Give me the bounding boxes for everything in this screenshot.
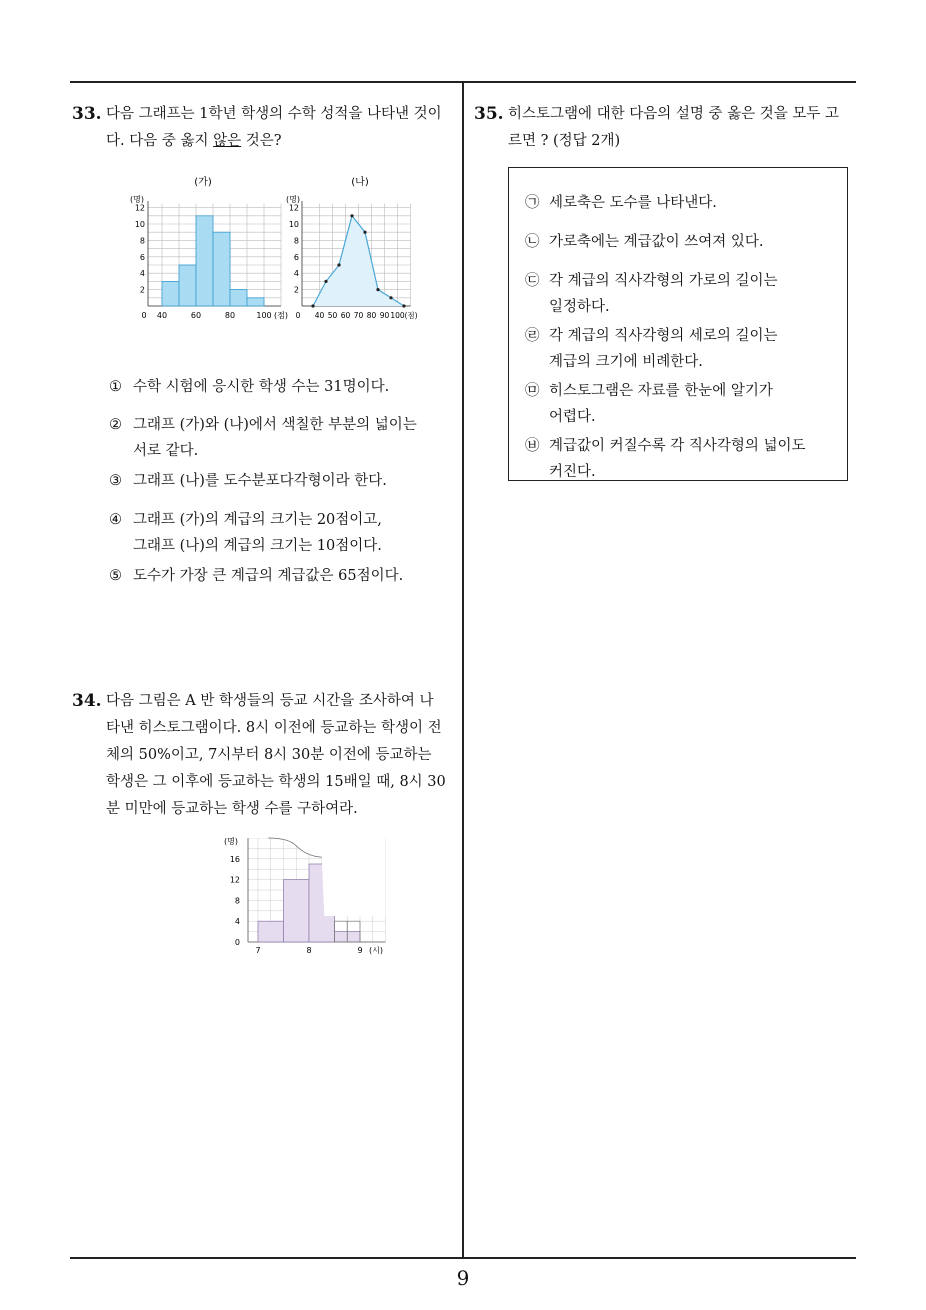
option-item <box>525 378 773 430</box>
x-tick-label: 40 <box>156 311 168 320</box>
option-text: 그래프 (가)의 계급의 크기는 20점이고, 그래프 (나)의 계급의 크기는 10점이다. <box>133 512 382 554</box>
option-text: 가로축에는 계급값이 쓰여져 있다. <box>549 234 764 250</box>
y-tick-label: 4 <box>139 269 145 279</box>
option-item <box>525 190 717 216</box>
y-tick-label: 8 <box>234 896 240 906</box>
x-axis-label: (시) <box>369 946 383 955</box>
question-33 <box>72 101 460 155</box>
y-tick-label: 4 <box>293 269 299 279</box>
option-marker: ㉣ <box>525 328 540 344</box>
y-tick-label: 12 <box>134 203 145 213</box>
option-marker: ④ <box>109 512 122 528</box>
data-point <box>363 231 366 234</box>
option-marker: ㉠ <box>525 195 540 211</box>
y-tick-label: 0 <box>234 938 240 947</box>
option-marker: ㉥ <box>525 438 540 454</box>
histogram-chart-a <box>128 170 288 330</box>
option-marker: ㉡ <box>525 234 540 250</box>
option-text: 그래프 (나)를 도수분포다각형이라 한다. <box>133 473 387 489</box>
x-tick-label: 0 <box>141 311 147 320</box>
chart-title: (가) <box>194 177 212 188</box>
option-marker: ② <box>109 417 122 433</box>
y-tick-label: 6 <box>293 252 299 262</box>
option-marker: ㉢ <box>525 273 540 289</box>
polygon-fill <box>313 216 404 306</box>
data-point <box>402 304 405 307</box>
chart-title: (나) <box>351 177 369 188</box>
option-marker: ① <box>109 379 122 395</box>
y-tick-label: 16 <box>229 854 240 864</box>
histogram-bar <box>284 880 310 942</box>
x-tick-label: 80 <box>366 311 377 320</box>
x-tick-label: 60 <box>190 311 202 320</box>
histogram-bar <box>179 265 196 306</box>
x-tick-label: 7 <box>255 946 261 955</box>
y-tick-label: 4 <box>234 917 240 927</box>
y-axis-label: (명) <box>130 195 144 204</box>
histogram-bar <box>258 921 284 942</box>
option-text: 각 계급의 직사각형의 세로의 길이는 계급의 크기에 비례한다. <box>549 328 778 370</box>
histogram-bar <box>196 216 213 306</box>
data-point <box>311 304 314 307</box>
y-tick-label: 6 <box>139 252 145 262</box>
x-axis-label: (점) <box>274 311 288 320</box>
histogram-bar <box>162 281 179 306</box>
question-number: 33. <box>72 104 102 124</box>
x-tick-label: 80 <box>224 311 236 320</box>
commute-time-histogram <box>218 830 383 955</box>
y-axis-label: (명) <box>224 837 238 846</box>
question-number: 34. <box>72 691 102 711</box>
option-item <box>525 229 764 255</box>
page-number: 9 <box>456 1266 470 1290</box>
option-item <box>109 563 403 589</box>
option-marker: ③ <box>109 473 122 489</box>
y-tick-label: 8 <box>139 236 145 246</box>
underlined-word: 않은 <box>213 133 242 149</box>
option-text: 도수가 가장 큰 계급의 계급값은 65점이다. <box>133 568 404 584</box>
option-marker: ⑤ <box>109 568 122 584</box>
y-tick-label: 10 <box>134 220 145 229</box>
question-34 <box>72 688 460 823</box>
x-tick-label: 100 <box>390 311 405 320</box>
x-tick-label: 100 <box>256 311 272 320</box>
histogram-bar <box>247 298 264 306</box>
y-tick-label: 12 <box>229 875 240 885</box>
histogram-bar <box>230 290 247 306</box>
option-item <box>109 412 417 464</box>
data-point <box>389 296 392 299</box>
histogram-bar <box>213 232 230 306</box>
option-text: 그래프 (가)와 (나)에서 색칠한 부분의 넓이는 서로 같다. <box>133 417 417 459</box>
data-point <box>376 288 379 291</box>
question-number: 35. <box>474 104 504 124</box>
x-tick-label: 70 <box>353 311 364 320</box>
option-item <box>109 374 389 400</box>
question-text: 히스토그램에 대한 다음의 설명 중 옳은 것을 모두 고 르면 ? (정답 2개) <box>508 106 840 149</box>
y-tick-label: 10 <box>288 220 299 229</box>
x-tick-label: 0 <box>295 311 301 320</box>
option-text: 히스토그램은 자료를 한눈에 알기가 어렵다. <box>549 383 773 425</box>
option-text: 계급값이 커질수록 각 직사각형의 넓이도 커진다. <box>549 438 806 480</box>
question-text: 다음 그림은 A 반 학생들의 등교 시간을 조사하여 나 타낸 히스토그램이다. 8시 이전에 등교하는 학생이 전 체의 50%이고, 7시부터 8시 30분 이전에 등교하는 학생은 그 이후에 등교하는 학생의 15배일 때, 8시 30 분 미만에 등교하는 학생 수를 구하여라. <box>106 693 446 817</box>
y-tick-label: 8 <box>293 236 299 246</box>
x-tick-label: 60 <box>340 311 351 320</box>
option-text: 세로축은 도수를 나타낸다. <box>549 195 717 211</box>
option-item <box>109 468 387 494</box>
y-axis-label: (명) <box>286 195 300 204</box>
column-divider <box>462 82 464 1258</box>
y-tick-label: 2 <box>293 285 299 295</box>
y-tick-label: 2 <box>139 285 145 295</box>
data-point <box>337 263 340 266</box>
question-35 <box>474 101 864 155</box>
option-item <box>109 507 382 559</box>
frequency-polygon-chart-b <box>280 170 435 330</box>
x-tick-label: 8 <box>306 946 312 955</box>
option-text: 각 계급의 직사각형의 가로의 길이는 일정하다. <box>549 273 778 315</box>
x-tick-label: 9 <box>357 946 363 955</box>
bottom-rule <box>70 1257 856 1259</box>
option-item <box>525 323 778 375</box>
x-tick-label: 90 <box>379 311 390 320</box>
option-item <box>525 268 778 320</box>
option-text: 수학 시험에 응시한 학생 수는 31명이다. <box>133 379 390 395</box>
x-tick-label: 40 <box>314 311 325 320</box>
data-point <box>350 214 353 217</box>
y-tick-label: 12 <box>288 203 299 213</box>
data-point <box>324 280 327 283</box>
option-item <box>525 433 806 485</box>
option-marker: ㉤ <box>525 383 540 399</box>
question-text: 다음 그래프는 1학년 학생의 수학 성적을 나타낸 것이 다. 다음 중 옳지 않은 것은? <box>106 106 442 149</box>
x-axis-label: (점) <box>404 311 418 320</box>
x-tick-label: 50 <box>327 311 338 320</box>
